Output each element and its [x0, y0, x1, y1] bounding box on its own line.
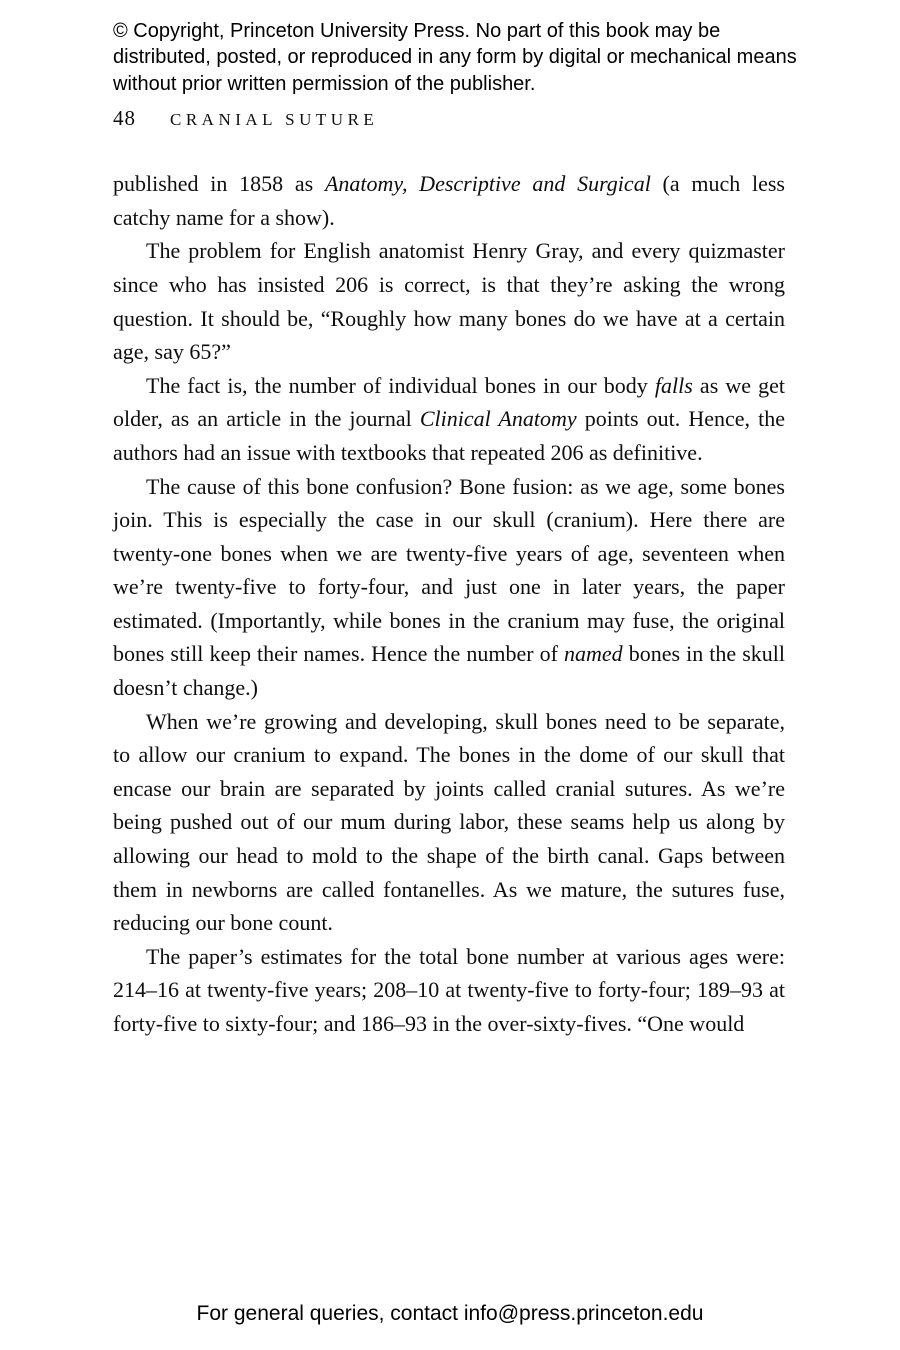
copyright-notice: © Copyright, Princeton University Press. No part of this book may be distributed, posted, or reproduced in any form by digital or mechanical means without prior written permission of the publisher. — [113, 20, 797, 95]
paragraph — [113, 705, 785, 940]
text-run: The paper’s estimates for the total bone number at various ages were: 214–16 at twenty-five years; 208–10 at twenty-five to forty-four; 189–93 at forty-five to sixty-four; and 186–93 in the over-sixty-fives. “One would — [113, 943, 785, 1037]
italic-text-run: falls — [654, 372, 693, 398]
paragraph — [113, 369, 785, 470]
text-run: as we get older, as an article in the journal — [113, 372, 786, 432]
text-run: published in 1858 as — [113, 171, 325, 197]
text-run: When we’re growing and developing, skull bones need to be separate, to allow our cranium to expand. The bones in the dome of our skull that encase our brain are separated by joints called cranial sutures. As we’re being pushed out of our mum during labor, these seams help us along by allowing our head to mold to the shape of the birth canal. Gaps between them in newborns are called fontanelles. As we mature, the sutures fuse, reducing our bone count. — [113, 708, 785, 936]
running-title: CRANIAL SUTURE — [170, 110, 379, 130]
italic-text-run: Clinical Anatomy — [419, 406, 577, 432]
text-run: The problem for English anatomist Henry Gray, and every quizmaster since who has insisted 206 is correct, is that they’re asking the wrong question. It should be, “Roughly how many bones do we have at a certain age, say 65?” — [113, 238, 785, 365]
text-run: The cause of this bone confusion? Bone fusion: as we age, some bones join. This is especially the case in our skull (cranium). Here there are twenty-one bones when we are twenty-five years of age, seventeen when we’re twenty-five to forty-four, and just one in later years, the paper estimated. (Importantly, while bones in the cranium may fuse, the original bones still keep their names. Hence the number of — [113, 473, 785, 667]
text-run: bones in the skull doesn’t change.) — [113, 641, 785, 701]
footer-contact: For general queries, contact info@press.princeton.edu — [196, 1302, 704, 1325]
paragraph — [113, 234, 785, 368]
paragraph — [113, 940, 785, 1041]
text-run: The fact is, the number of individual bones in our body — [146, 372, 655, 398]
italic-text-run: named — [564, 641, 623, 667]
body-text — [113, 167, 785, 1040]
page-number: 48 — [113, 106, 136, 131]
text-run: (a much less catchy name for a show). — [113, 171, 785, 230]
italic-text-run: Anatomy, Descriptive and Surgical — [324, 171, 651, 197]
paragraph — [113, 167, 785, 234]
text-run: points out. Hence, the authors had an issue with textbooks that repeated 206 as definitive. — [113, 406, 785, 465]
running-head — [113, 106, 900, 131]
paragraph — [113, 470, 785, 705]
